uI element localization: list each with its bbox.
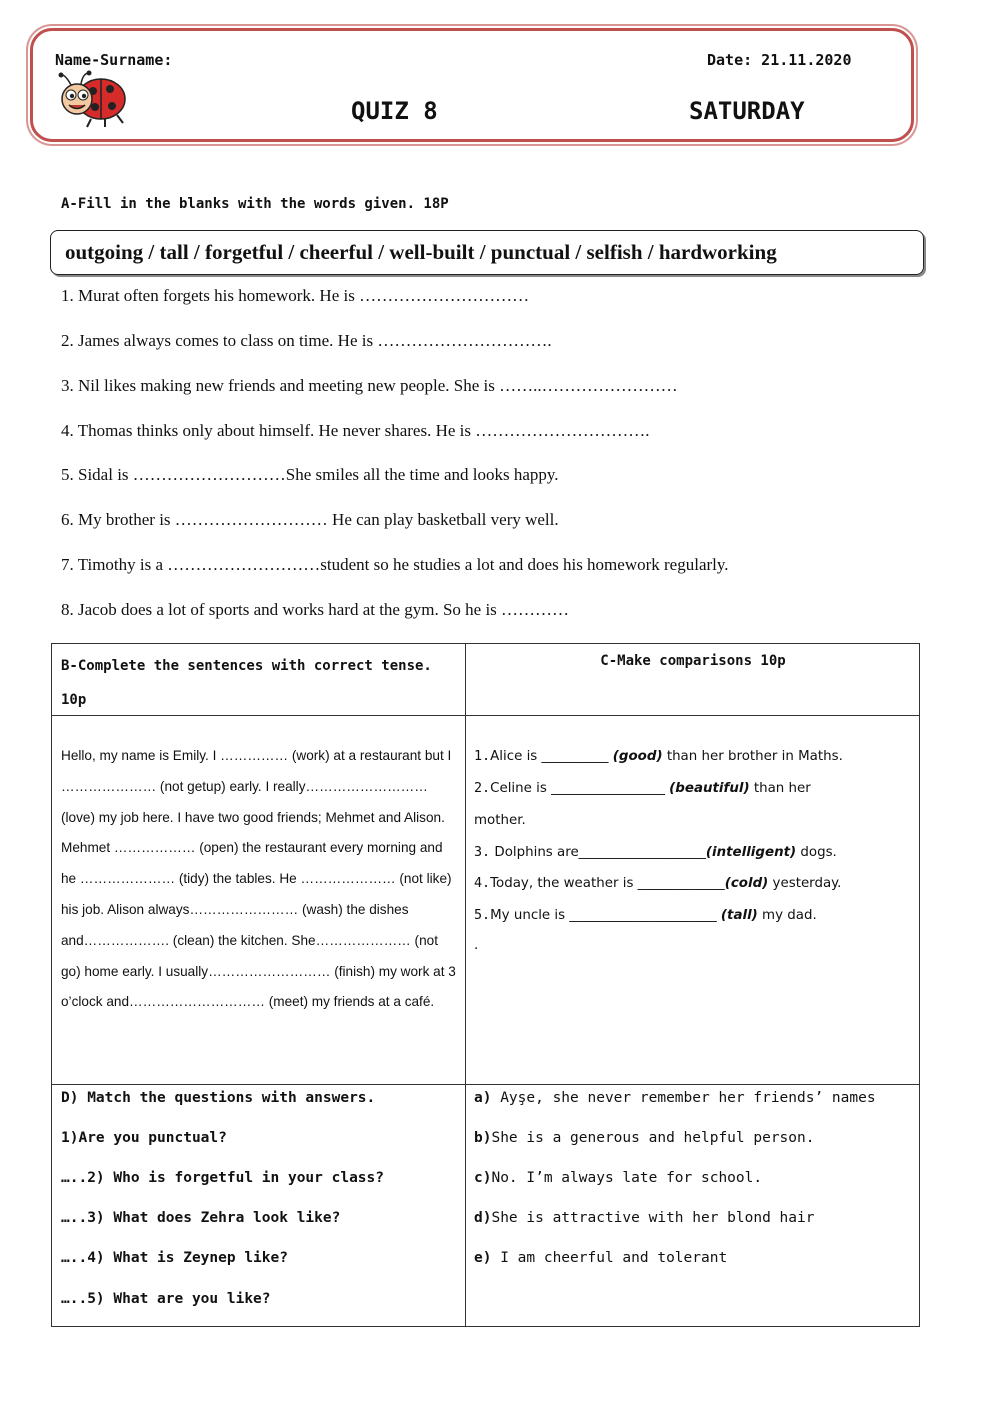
comparison-item-2: 2.Celine is _________________ (beautiful) than her xyxy=(474,781,811,796)
comparison-item-1: 1.Alice is __________ (good) than her brother in Maths. xyxy=(474,749,843,764)
quiz-title: QUIZ 8 xyxy=(351,97,438,125)
match-question-2: …..2) Who is forgetful in your class? xyxy=(61,1170,385,1186)
section-c-title: C-Make comparisons 10p xyxy=(600,653,786,669)
match-question-5: …..5) What are you like? xyxy=(61,1291,271,1307)
table-row-divider xyxy=(52,1084,919,1085)
section-b-title: B-Complete the sentences with correct tense. 10p xyxy=(61,658,432,708)
comparison-item-4: 4.Today, the weather is _____________(cold) yesterday. xyxy=(474,876,842,891)
fill-sentence-1: 1. Murat often forgets his homework. He is ………………………… xyxy=(61,286,530,305)
comparison-item-3: 3. Dolphins are___________________(intelligent) dogs. xyxy=(474,845,837,860)
match-question-4: …..4) What is Zeynep like? xyxy=(61,1250,288,1266)
fill-sentence-5: 5. Sidal is ………………………She smiles all the time and looks happy. xyxy=(61,465,559,484)
fill-sentence-8: 8. Jacob does a lot of sports and works hard at the gym. So he is ………… xyxy=(61,600,570,619)
section-b-text xyxy=(61,741,459,1018)
comparison-item-2-cont: mother. xyxy=(474,813,526,828)
exercise-table xyxy=(51,643,920,1327)
match-answer-c: c)No. I’m always late for school. xyxy=(474,1170,763,1186)
section-b-paragraph-1: Hello, my name is Emily. I …………… (work) at a restaurant but I ………………… (not getup) early. I really……………………… (love) my job here. I have two good friends; Mehmet and Alison. xyxy=(61,748,452,825)
match-answer-b: b)She is a generous and helpful person. xyxy=(474,1130,815,1146)
match-answer-d: d)She is attractive with her blond hair xyxy=(474,1210,815,1226)
word-bank-box xyxy=(50,230,924,275)
fill-sentence-6: 6. My brother is ……………………… He can play basketball very well. xyxy=(61,510,559,529)
match-answer-e: e) I am cheerful and tolerant xyxy=(474,1250,728,1266)
match-question-3: …..3) What does Zehra look like? xyxy=(61,1210,341,1226)
comparison-item-5: 5.My uncle is ______________________ (tall) my dad. xyxy=(474,908,817,923)
word-bank: outgoing / tall / forgetful / cheerful / well-built / punctual / selfish / hardworking xyxy=(65,240,777,264)
match-answer-a: a) Ayşe, she never remember her friends’ names xyxy=(474,1090,876,1106)
section-d-title: D) Match the questions with answers. xyxy=(61,1090,376,1106)
header-box xyxy=(30,28,914,142)
fill-sentence-4: 4. Thomas thinks only about himself. He never shares. He is …………………………. xyxy=(61,421,650,440)
section-b-paragraph-2: Mehmet ……………… (open) the restaurant every morning and he ………………… (tidy) the tables. He ………………… (not like) his job. Alison always…………………… (wash) the dishes and………………. (clean) the kitchen. She………………… (not go) home early. I usually……………………… (finish) my work at 3 o’clock and………………………… (meet) my friends at a café. xyxy=(61,840,456,1010)
table-column-divider xyxy=(465,644,466,1326)
fill-sentence-3: 3. Nil likes making new friends and meeting new people. She is ……..…………………… xyxy=(61,376,678,395)
fill-sentence-7: 7. Timothy is a ………………………student so he studies a lot and does his homework regularly. xyxy=(61,555,729,574)
section-a-title: A-Fill in the blanks with the words given. 18P xyxy=(61,196,449,212)
name-surname-label: Name-Surname: xyxy=(55,51,173,69)
match-question-1: 1)Are you punctual? xyxy=(61,1130,227,1146)
ladybug-icon xyxy=(55,69,129,129)
fill-sentence-2: 2. James always comes to class on time. He is …………………………. xyxy=(61,331,552,350)
day-label: SATURDAY xyxy=(689,97,805,125)
comparison-trailing-dot: . xyxy=(474,938,479,953)
date-label: Date: 21.11.2020 xyxy=(707,51,852,69)
